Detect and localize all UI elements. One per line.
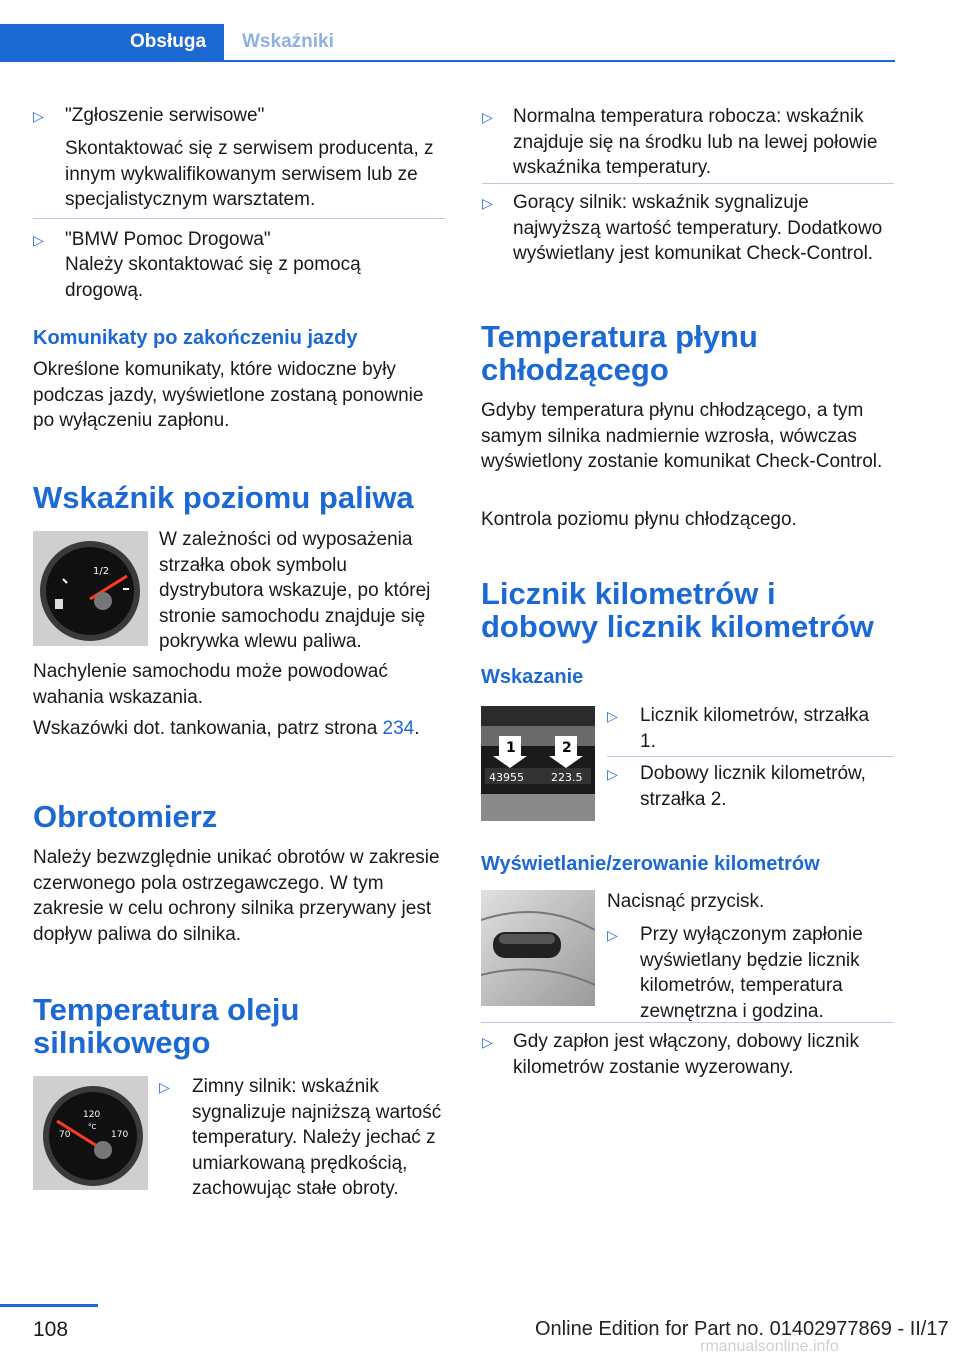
subheading: Komunikaty po zakończeniu jazdy bbox=[33, 327, 358, 349]
tab-obsluga[interactable] bbox=[0, 24, 224, 60]
bullet-icon: ▷ bbox=[607, 766, 618, 782]
bullet-text: Należy skontaktować się z pomocą drogową. bbox=[65, 254, 361, 301]
bullet-text: Gorący silnik: wskaźnik sygnalizuje najwyższą wartość temperatury. Dodatkowo wyświetlany jest komunikat Check-Control. bbox=[513, 192, 883, 264]
arrow-1-label: 1 bbox=[506, 740, 516, 756]
paragraph: Nachylenie samochodu może powodować wahania wskazania. bbox=[33, 661, 388, 708]
page-link[interactable]: 234 bbox=[382, 718, 415, 739]
edition-text: Online Edition for Part no. 01402977869 - II/17 bbox=[535, 1318, 949, 1340]
oil-gauge-image bbox=[33, 1076, 148, 1190]
subheading: Wskazanie bbox=[481, 666, 584, 688]
section-heading: Wskaźnik poziomu paliwa bbox=[33, 480, 414, 515]
paragraph: Kontrola poziomu płynu chłodzącego. bbox=[481, 509, 797, 530]
fuel-half-label: 1/2 bbox=[93, 566, 110, 577]
paragraph: Określone komunikaty, które widoczne były podczas jazdy, wyświetlone zostaną ponownie po wyłączeniu zapłonu. bbox=[33, 359, 424, 431]
oil-temperature-gauge-icon bbox=[33, 1076, 148, 1190]
fuel-gauge-icon bbox=[33, 531, 148, 646]
bullet-text: Dobowy licznik kilometrów, strzałka 2. bbox=[640, 763, 866, 810]
section-heading: Obrotomierz bbox=[33, 799, 218, 834]
reset-button-image bbox=[481, 890, 595, 1006]
bullet-icon: ▷ bbox=[159, 1079, 170, 1095]
odometer-value: 43955 bbox=[489, 771, 524, 784]
tab-obsluga-label: Obsługa bbox=[130, 31, 207, 52]
bullet-text: Normalna temperatura robocza: wskaźnik znajduje się na środku lub na lewej połowie wskaźnika temperatury. bbox=[513, 106, 878, 178]
bullet-title: "Zgłoszenie serwisowe" bbox=[65, 105, 265, 126]
divider bbox=[607, 756, 894, 757]
fuel-gauge-image bbox=[33, 531, 148, 646]
text: . bbox=[414, 718, 420, 739]
bullet-icon: ▷ bbox=[607, 927, 618, 943]
trip-reset-button-icon bbox=[481, 890, 595, 1006]
section-heading: Temperatura oleju silnikowego bbox=[33, 992, 300, 1060]
paragraph: Nacisnąć przycisk. bbox=[607, 891, 765, 912]
bullet-icon: ▷ bbox=[33, 108, 44, 124]
paragraph: W zależności od wyposażenia strzałka obok symbolu dystrybutora wskazuje, po której stronie samochodu znajduje się pokrywka wlewu paliwa. bbox=[159, 529, 431, 652]
oil-gauge-min: 70 bbox=[59, 1130, 71, 1140]
section-heading: Temperatura płynu chłodzącego bbox=[481, 319, 758, 387]
bullet-icon: ▷ bbox=[482, 109, 493, 125]
bullet-title: "BMW Pomoc Drogowa" bbox=[65, 229, 271, 250]
odometer-display-icon bbox=[481, 706, 595, 821]
footer-accent-line bbox=[0, 1304, 98, 1307]
odometer-image bbox=[481, 706, 595, 821]
bullet-text: Przy wyłączonym zapłonie wyświetlany będzie licznik kilometrów, temperatura zewnętrzna i godzina. bbox=[640, 924, 863, 1022]
divider bbox=[481, 1022, 894, 1023]
bullet-icon: ▷ bbox=[33, 232, 44, 248]
trip-value: 223.5 bbox=[551, 771, 583, 784]
bullet-icon: ▷ bbox=[482, 1034, 493, 1050]
page-number: 108 bbox=[33, 1318, 69, 1341]
bullet-text: Skontaktować się z serwisem producenta, z innym wykwalifikowanym serwisem lub ze specjalistycznym warsztatem. bbox=[65, 138, 434, 210]
bullet-icon: ▷ bbox=[482, 195, 493, 211]
oil-gauge-max: 170 bbox=[111, 1130, 129, 1140]
bullet-text: Zimny silnik: wskaźnik sygnalizuje najniższą wartość temperatury. Należy jechać z umiarkowaną prędkością, zachowując stałe obroty. bbox=[192, 1076, 442, 1199]
paragraph bbox=[33, 716, 448, 742]
subheading: Wyświetlanie/zerowanie kilometrów bbox=[481, 853, 820, 875]
text: Wskazówki dot. tankowania, patrz strona bbox=[33, 718, 383, 739]
paragraph: Należy bezwzględnie unikać obrotów w zakresie czerwonego pola ostrzegawczego. W tym zakresie w celu ochrony silnika przerywany jest dopływ paliwa do silnika. bbox=[33, 847, 440, 945]
divider bbox=[482, 183, 894, 184]
header-bar bbox=[0, 24, 895, 62]
oil-gauge-unit: °C bbox=[88, 1123, 97, 1131]
oil-gauge-mid: 120 bbox=[83, 1110, 101, 1120]
bullet-text: Licznik kilometrów, strzałka 1. bbox=[640, 705, 870, 752]
divider bbox=[33, 218, 445, 219]
tab-wskazniki[interactable]: Wskaźniki bbox=[242, 31, 334, 52]
section-heading: Licznik kilometrów i dobowy licznik kilometrów bbox=[481, 576, 874, 644]
paragraph: Gdyby temperatura płynu chłodzącego, a tym samym silnika nadmiernie wzrosła, wówczas wyświetlony zostanie komunikat Check-Control. bbox=[481, 400, 883, 472]
bullet-icon: ▷ bbox=[607, 708, 618, 724]
watermark: rmanualsonline.info bbox=[700, 1338, 839, 1355]
bullet-text: Gdy zapłon jest włączony, dobowy licznik kilometrów zostanie wyzerowany. bbox=[513, 1031, 860, 1078]
arrow-2-label: 2 bbox=[562, 740, 572, 756]
